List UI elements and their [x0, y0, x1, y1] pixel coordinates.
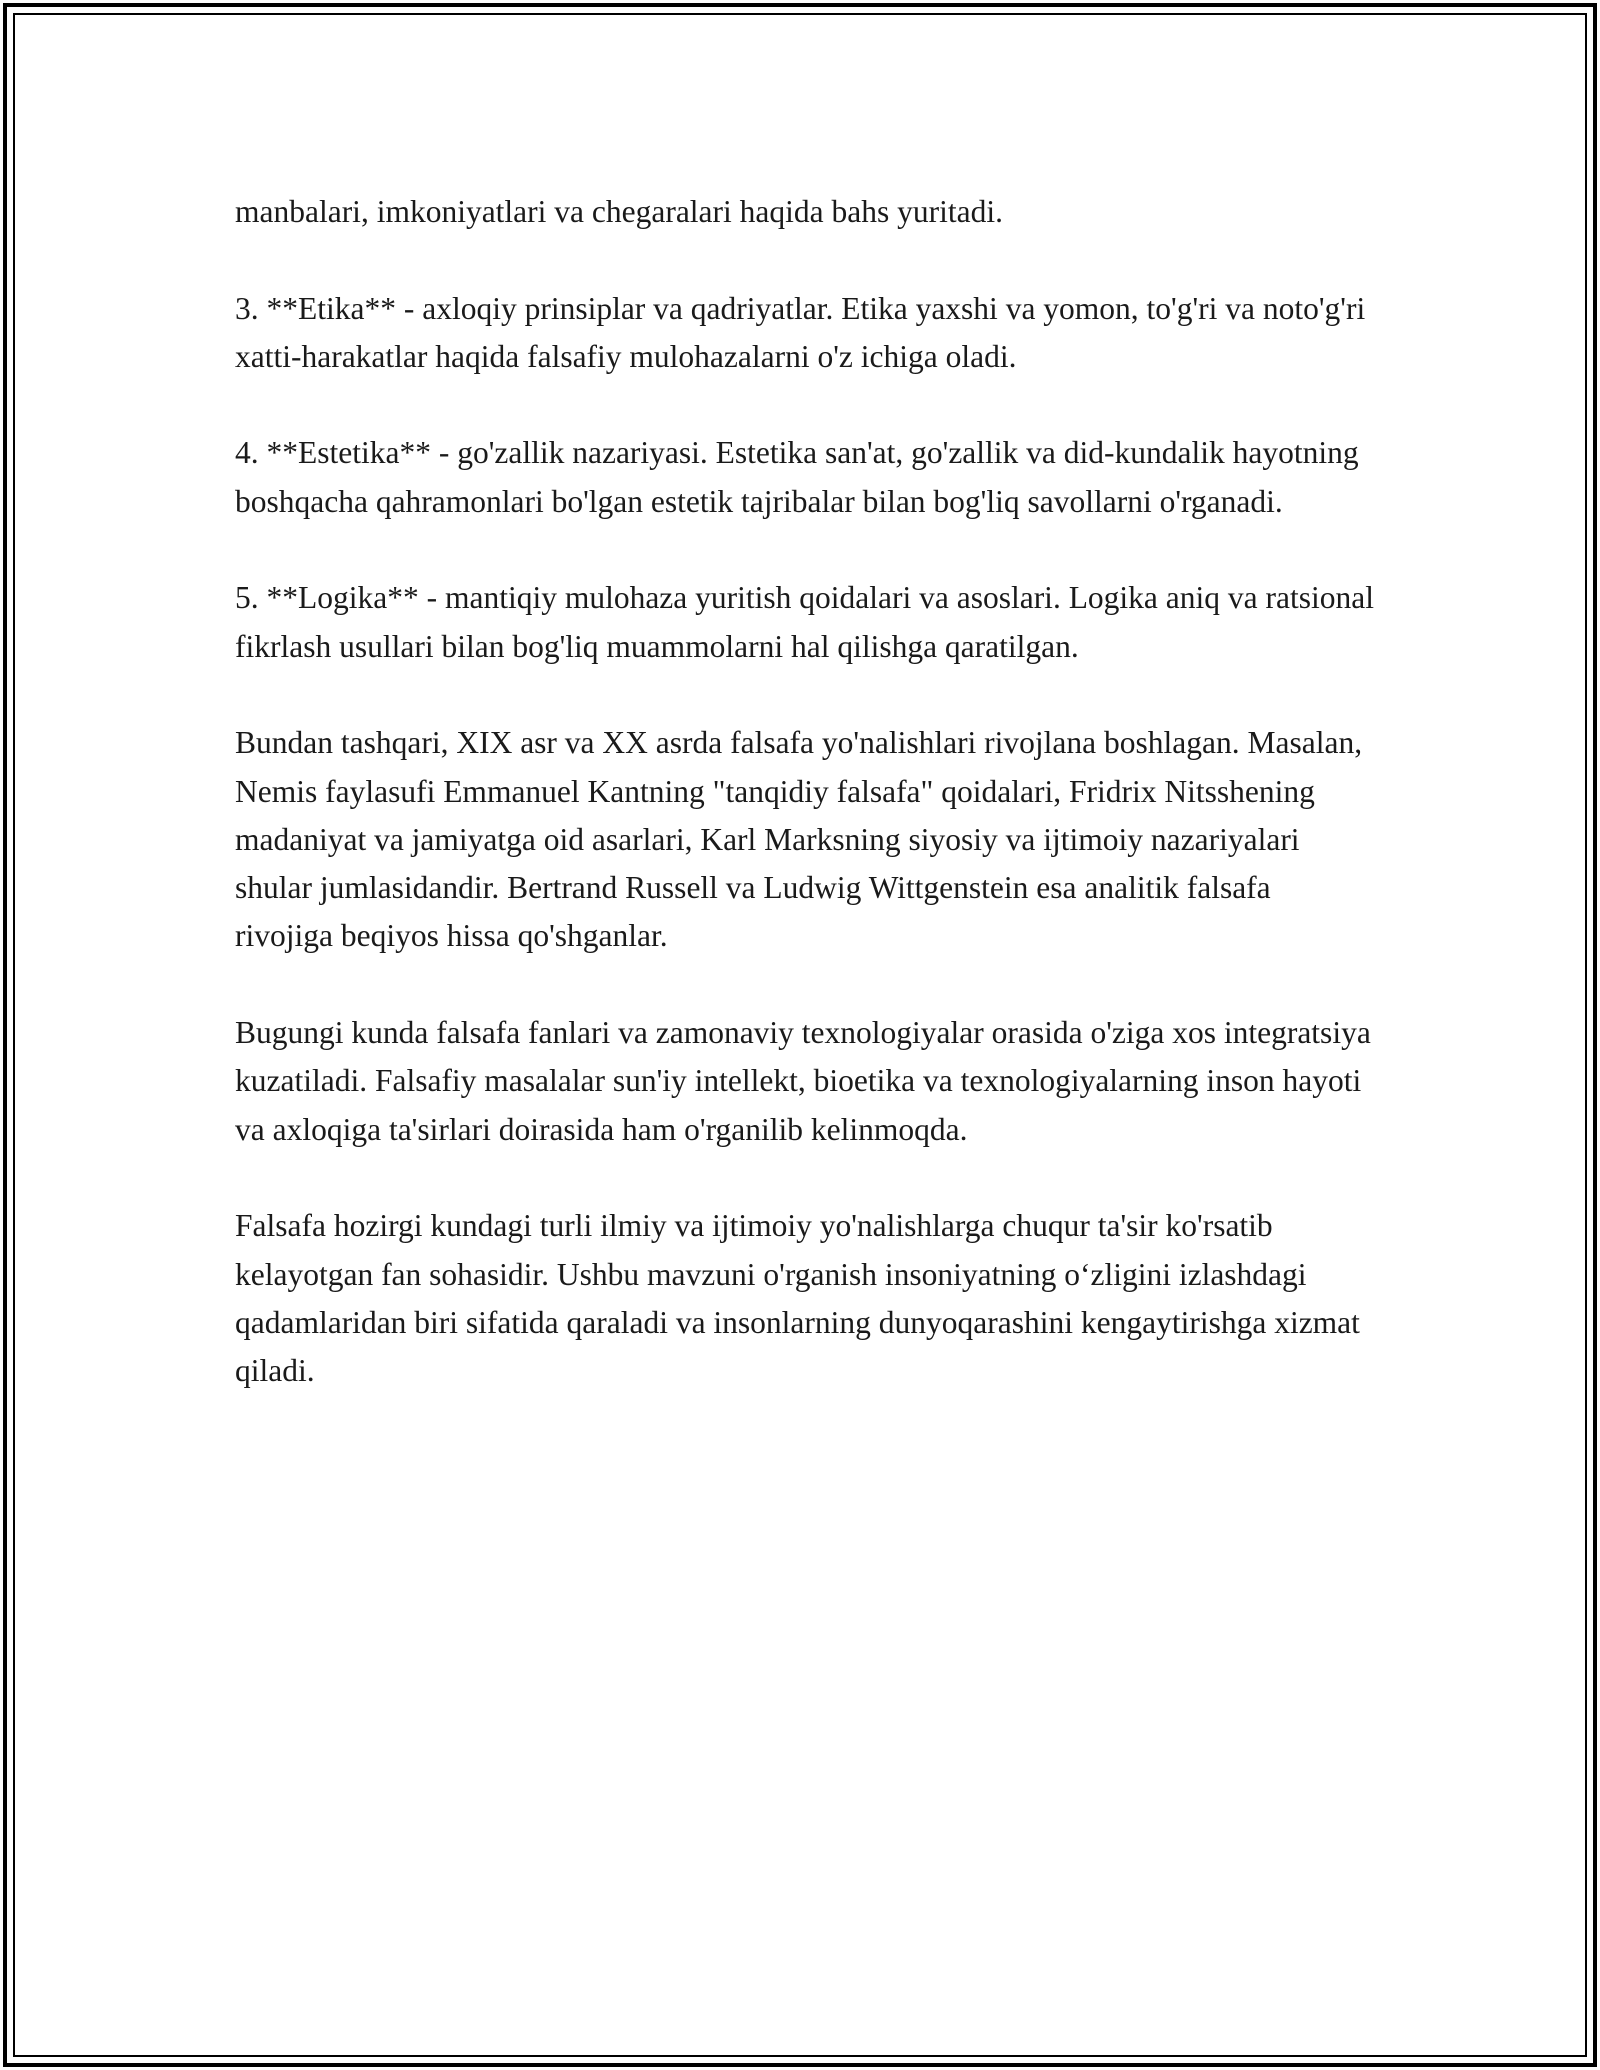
paragraph-logika: 5. **Logika** - mantiqiy mulohaza yuritish qoidalari va asoslari. Logika aniq va ratsional fikrlash usullari bilan bog'liq muammolarni hal qilishga qaratilgan.	[235, 580, 1374, 664]
paragraph-estetika: 4. **Estetika** - go'zallik nazariyasi. Estetika san'at, go'zallik va did-kundalik hayotning boshqacha qahramonlari bo'lgan estetik tajribalar bilan bog'liq savollarni o'rganadi.	[235, 435, 1359, 519]
paragraph-modern: Bugungi kunda falsafa fanlari va zamonaviy texnologiyalar orasida o'ziga xos integratsiya kuzatiladi. Falsafiy masalalar sun'iy intellekt, bioetika va texnologiyalarning inson hayoti va axloqiga ta'sirlari doirasida ham o'rganilib kelinmoqda.	[235, 1015, 1371, 1147]
paragraph-history: Bundan tashqari, XIX asr va XX asrda falsafa yo'nalishlari rivojlana boshlagan. Masalan, Nemis faylasufi Emmanuel Kantning "tanqidiy falsafa" qoidalari, Fridrix Nitsshening madaniyat va jamiyatga oid asarlari, Karl Marksning siyosiy va ijtimoiy nazariyalari shular jumlasidandir. Bertrand Russell va Ludwig Wittgenstein esa analitik falsafa rivojiga beqiyos hissa qo'shganlar.	[235, 725, 1363, 954]
document-body	[235, 188, 1375, 1444]
paragraph-continuation: manbalari, imkoniyatlari va chegaralari haqida bahs yuritadi.	[235, 194, 1003, 229]
paragraph-etika: 3. **Etika** - axloqiy prinsiplar va qadriyatlar. Etika yaxshi va yomon, to'g'ri va noto'g'ri xatti-harakatlar haqida falsafiy mulohazalarni o'z ichiga oladi.	[235, 290, 1366, 374]
paragraph-conclusion: Falsafa hozirgi kundagi turli ilmiy va ijtimoiy yo'nalishlarga chuqur ta'sir ko'rsatib kelayotgan fan sohasidir. Ushbu mavzuni o'rganish insoniyatning o‘zligini izlashdagi qadamlaridan biri sifatida qaraladi va insonlarning dunyoqarashini kengaytirishga xizmat qiladi.	[235, 1208, 1360, 1389]
